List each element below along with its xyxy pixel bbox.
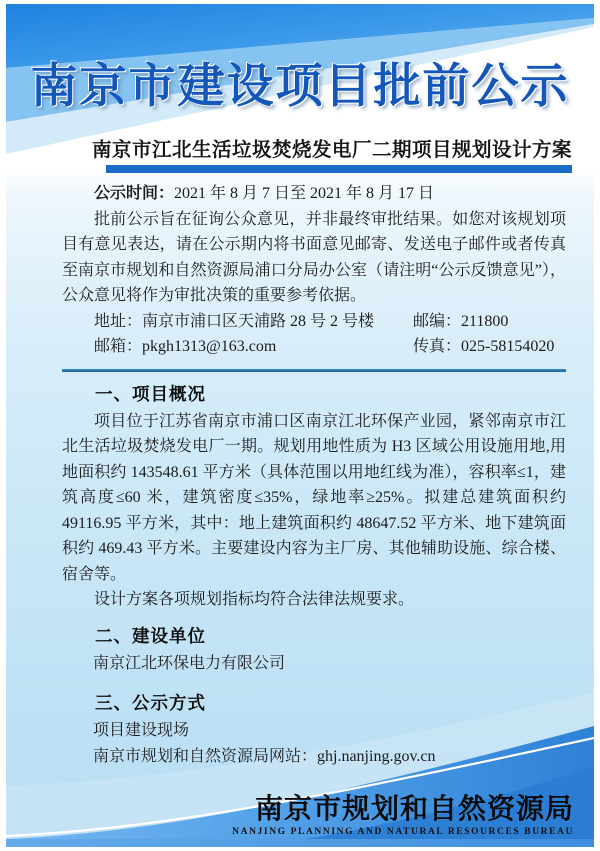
intro-paragraph: 批前公示旨在征询公众意见，并非最终审批结果。如您对该规划项目有意见表达，请在公示期内将书面意见邮寄、发送电子邮件或者传真至南京市规划和自然资源局浦口分局办公室（请注明“公示反馈意见”），公众意见将作为审批决策的重要参考依据。 (62, 210, 566, 304)
fax-value: 025-58154020 (461, 338, 555, 355)
publicity-time-label: 公示时间： (94, 185, 175, 202)
divider-line (62, 369, 566, 372)
footer-bottom-bar (6, 839, 594, 847)
address-cell (62, 309, 413, 335)
page-title: 南京市建设项目批前公示 (30, 61, 570, 113)
agency-name-cn: 南京市规划和自然资源局 (254, 794, 574, 825)
publicity-time-value: 2021 年 8 月 7 日至 2021 年 8 月 17 日 (174, 185, 435, 202)
email-value: pkgh1313@163.com (142, 338, 277, 355)
subtitle-block (92, 134, 572, 173)
section-heading-construction-unit: 二、建设单位 (95, 625, 206, 646)
section-heading-project-overview: 一、项目概况 (95, 383, 206, 404)
postcode-cell (413, 309, 566, 335)
address-value: 南京市浦口区天浦路 28 号 2 号楼 (142, 312, 375, 330)
publicity-time-row (62, 181, 566, 207)
fax-cell (413, 334, 566, 360)
email-fax-row (62, 334, 566, 360)
fax-label: 传真： (413, 338, 462, 355)
subtitle-underline (106, 165, 572, 173)
construction-unit-name: 南京江北环保电力有限公司 (93, 654, 286, 672)
postcode-value: 211800 (461, 312, 509, 330)
project-subtitle: 南京市江北生活垃圾焚烧发电厂二期项目规划设计方案 (91, 139, 572, 161)
email-cell (62, 334, 413, 360)
notice-body (62, 181, 566, 769)
section-heading-publicity-method: 三、公示方式 (95, 693, 206, 713)
poster-background (6, 4, 594, 847)
email-label: 邮箱： (94, 338, 143, 355)
postcode-label: 邮编： (413, 312, 462, 330)
issuing-agency-block (232, 794, 574, 837)
section-project-overview (62, 384, 566, 613)
address-postcode-row (62, 309, 566, 335)
section-publicity-method (62, 693, 566, 769)
publicity-method-website: 南京市规划和自然资源局网站：ghj.nanjing.gov.cn (93, 747, 436, 765)
address-label: 地址： (94, 312, 143, 330)
publicity-method-site: 项目建设现场 (93, 722, 190, 739)
section-construction-unit (62, 626, 566, 677)
agency-name-en: NANJING PLANNING AND NATURAL RESOURCES BUREAU (232, 827, 574, 837)
project-compliance-paragraph: 设计方案各项规划指标均符合法律法规要求。 (94, 591, 415, 608)
project-overview-paragraph: 项目位于江苏省南京市浦口区南京江北环保产业园，紧邻南京市江北生活垃圾焚烧发电厂一期。规划用地性质为 H3 区域公用设施用地,用地面积约 143548.61 平方米（具体范围以用地红线为准），容积率≤1，建筑高度≤60 米，建筑密度≤35%，绿地率≥25%。拟建总建筑面积约 49116.95 平方米，其中：地上建筑面积约 48647.52 平方米、地下建筑面积约 469.43 平方米。主要建设内容为主厂房、其他辅助设施、综合楼、宿舍等。 (62, 412, 566, 583)
